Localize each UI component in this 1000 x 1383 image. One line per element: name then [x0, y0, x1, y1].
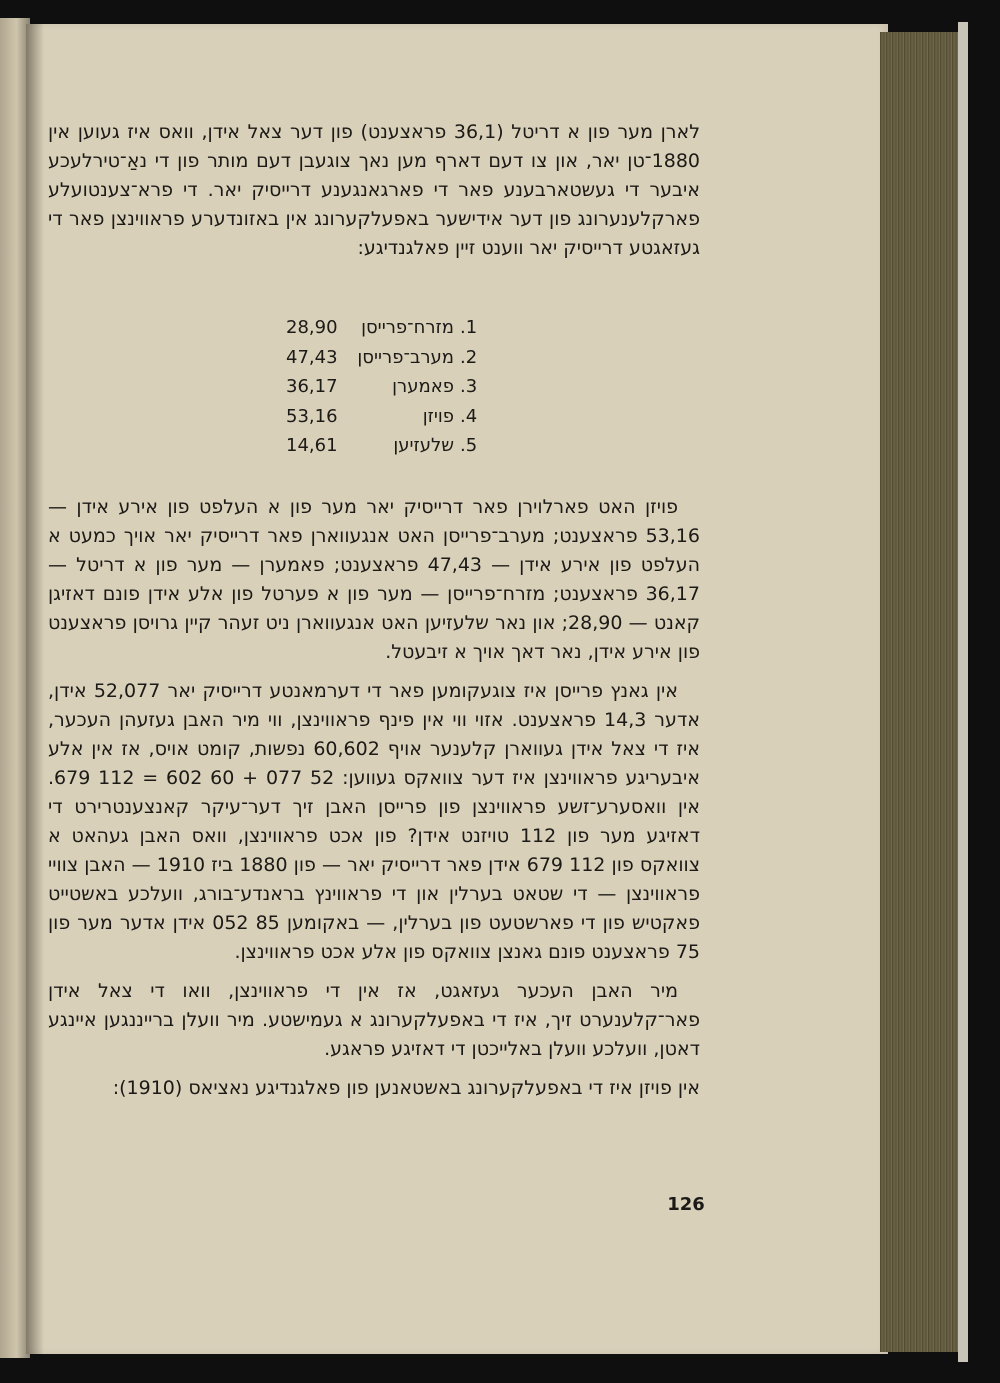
- list-item-value: 28,90: [286, 317, 338, 339]
- list-item-name: פויזן: [422, 405, 454, 427]
- list-item-value: 53,16: [286, 405, 338, 427]
- list-item-number: .3: [460, 376, 478, 398]
- list-item-name: מזרח־פרייסן: [361, 317, 454, 339]
- list-item-value: 36,17: [286, 376, 338, 398]
- list-item-name: מערב־פרייסן: [357, 346, 454, 368]
- list-item-number: .2: [460, 346, 478, 368]
- list-item-number: .4: [460, 405, 478, 427]
- body-text: [48, 493, 700, 1103]
- list-item-number: .1: [460, 317, 478, 339]
- list-item-name: שלעזיען: [393, 435, 454, 457]
- list-item-number: .5: [460, 435, 478, 457]
- list-item: [286, 372, 482, 402]
- cover-board-edge: [958, 22, 968, 1362]
- list-item: [286, 402, 482, 432]
- page-number: 126: [667, 1194, 705, 1215]
- paragraph: לארן מער פון א דריטל (36,1 פראצענט) פון דער צאל אידן, וואס איז געוען אין 1880־טן יאר, און צו דעם דארף מען נאך צוגעבן דעם מותר פון די נאַ־טירלעכע איבער די געשטארבענע פאר די פארגאנגענע דרייסיק יאר. די פרא־צענטועלע פארקלענערונג פון דער אידישער באפעלקערונג אין באזונדערע פראווינצן פאר די געזאגטע דרייסיק יאר ווענט זיין פאלגנדיגע:: [48, 121, 700, 259]
- intro-paragraph: [48, 118, 700, 263]
- page-stack-edges: [880, 32, 966, 1352]
- list-item-name: פאמערן: [392, 376, 454, 398]
- province-decline-list: [286, 313, 482, 461]
- paragraph: אין פויזן איז די באפעלקערונג באשטאנען פון פאלגנדיגע נאציאס (1910):: [112, 1077, 700, 1099]
- list-item-value: 47,43: [286, 346, 338, 368]
- gutter-shadow: [26, 24, 44, 1354]
- paragraph: מיר האבן העכער געזאגט, אז אין די פראווינצן, וואו די צאל אידן פאר־קלענערט זיך, איז די באפעלקערונג א געמישטע. מיר וועלן ברייננגען איינגע דאטן, וועלכע וועלן באלייכטן די דאזיגע פראגע.: [48, 980, 700, 1060]
- list-item-value: 14,61: [286, 435, 338, 457]
- list-item: [286, 431, 482, 461]
- list-item: [286, 313, 482, 343]
- paragraph: פויזן האט פארלוירן פאר דרייסיק יאר מער פון א העלפט פון אירע אידן — 53,16 פראצענט; מערב־פרייסן האט אנגעווארן פאר דרייסיק יאר אויך כמעט א העלפט פון אירע אידן — 47,43 פראצענט; פאמערן — מער פון א דריטל — 36,17 פראצענט; מזרח־פרייסן — מער פון א פערטל פון אלע אידן פונם דאזיגן קאנט — 28,90; און נאר שלעזיען האט אנגעווארן ניט זעהר קיין גרויסן פראצענט פון אירע אידן, נאר דאך אויך א זיבעטל.: [48, 496, 700, 663]
- paragraph: אין גאנץ פרייסן איז צוגעקומען פאר די דערמאנטע דרייסיק יאר 52,077 אידן, אדער 14,3 פראצענט. אזוי ווי אין פינף פראווינצן, ווי מיר האבן געזעהן העכער, איז די צאל אידן געווארן קלענער אויף 60,602 נפשות, קומט אויס, אז אין אלע איבעריגע פראווינצן איז דער צוואקס געווען: 52 077 + 60 602 = 112 679. אין וואסערע־זשע פראווינצן פון פרייסן האבן זיך דער־עיקר קאנצענטרירט די דאזיגע מער פון 112 טויזנט אידן? פון אכט פראווינצן, וואס האבן געהאט א צוואקס פון 112 679 אידן פאר דרייסיק יאר — פון 1880 ביז 1910 — האבן צוויי פראווינצן — די שטאט בערלין און די פראווינץ בראנדע־בורג, וועלכע באשטייט פאקטיש פון די פארשטעט פון בערלין, — באקומען 85 052 אידן אדער מער פון 75 פראצענט פונם גאנצן צוואקס פון אלע אכט פראווינצן.: [48, 680, 701, 963]
- list-item: [286, 343, 482, 373]
